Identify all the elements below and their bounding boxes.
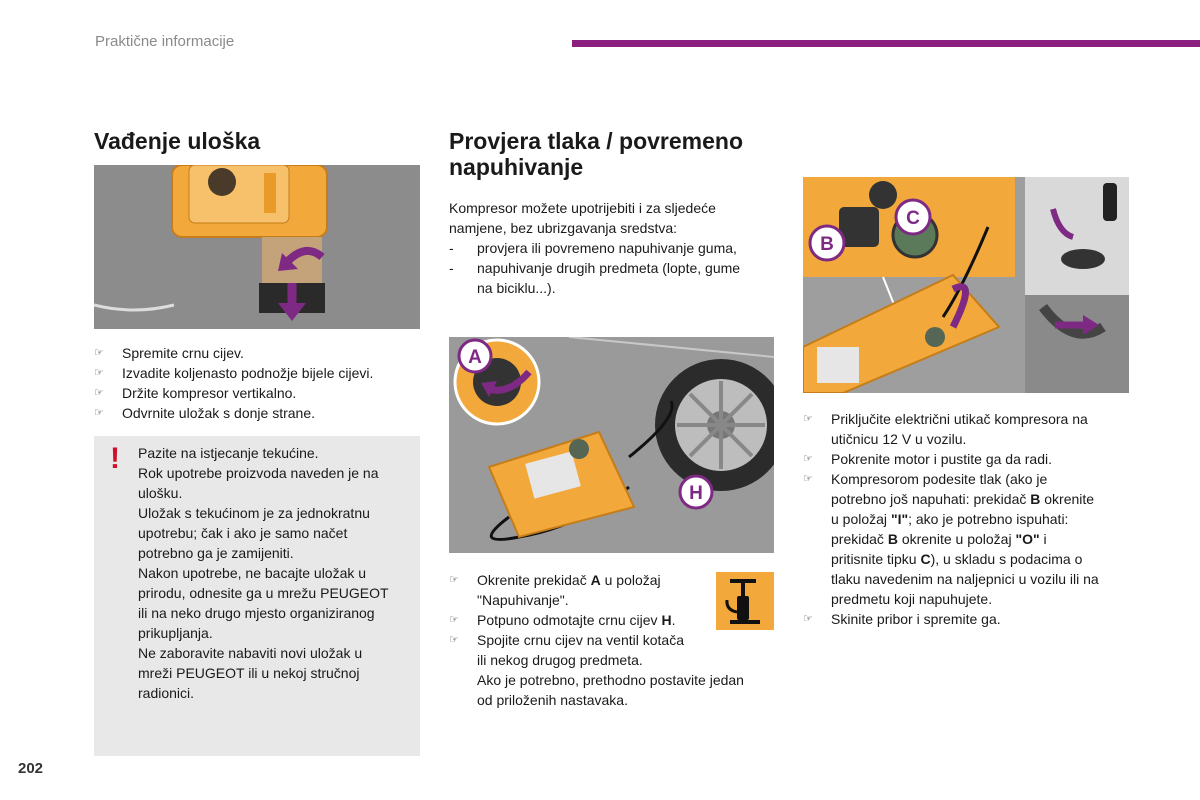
tire-pump-icon [716,572,774,630]
pointing-hand-icon: ☞ [803,473,813,485]
warning-text: Pazite na istjecanje tekućine. Rok upotrebe proizvoda naveden je na ulošku. Uložak s tekućinom je za jednokratnu upotrebu; čak i ako je samo načet potrebno ga je zamijeniti. Nakon upotrebe, ne bacajte uložak u prirodu, odnesite ga u mrežu PEUGEOT ili na neko drugo mjesto organiziranog prikupljanja. Ne zaboravite nabaviti novi uložak u mreži PEUGEOT ili u nekoj stručnoj radionici. [138,445,389,701]
list-item: ☞ Skinite pribor i spremite ga. [803,611,1001,627]
pointing-hand-icon: ☞ [803,453,813,465]
label-h: H [689,483,703,504]
list-item: ☞ Priključite električni utikač kompresora na utičnicu 12 V u vozilu. [803,411,1088,447]
list-item: ☞ Odvrnite uložak s donje strane. [94,405,315,421]
pointing-hand-icon: ☞ [449,634,459,646]
pointing-hand-icon: ☞ [94,387,104,399]
pointing-hand-icon: ☞ [449,574,459,586]
pointing-hand-icon: ☞ [94,367,104,379]
middle-title: Provjera tlaka / povremeno napuhivanje [449,128,744,180]
list-item: ☞ Okrenite prekidač A u položaj "Napuhivanje". [449,572,661,608]
list-item: ☞ Potpuno odmotajte crnu cijev H. [449,612,676,628]
left-steps-list [94,343,424,423]
compressor-wheel-photo [449,337,774,553]
middle-intro: Kompresor možete upotrijebiti i za sljedeće namjene, bez ubrizgavanja sredstva: - provjera ili povremeno napuhivanje guma, - napuhivanje drugih predmeta (lopte, gume na biciklu...). [449,198,779,298]
list-item: ☞ Izvadite koljenasto podnožje bijele cijevi. [94,365,374,381]
list-item: - napuhivanje drugih predmeta (lopte, gume na biciklu...). [449,260,741,296]
pointing-hand-icon: ☞ [94,407,104,419]
list-item: ☞ Kompresorom podesite tlak (ako je potrebno još napuhati: prekidač B okrenite u položaj "I"; ako je potrebno ispuhati: prekidač B okrenite u položaj "O" i pritisnite tipku C), u skladu s podacima o tlaku navedenim na naljepnici u vozilu ili na predmetu koji napuhujete. [803,471,1099,607]
header-accent-bar [572,40,1200,47]
list-item: ☞ Spojite crnu cijev na ventil kotača ili nekog drugog predmeta. Ako je potrebno, prethodno postavite jedan od priloženih nastavaka. [449,632,744,708]
pointing-hand-icon: ☞ [803,613,813,625]
section-header: Praktične informacije [95,33,235,50]
warning-icon: ! [110,442,120,475]
list-item: ☞ Držite kompresor vertikalno. [94,385,297,401]
uses-list [449,238,779,298]
label-b: B [820,234,834,255]
pointing-hand-icon: ☞ [803,413,813,425]
pointing-hand-icon: ☞ [449,614,459,626]
label-a: A [468,347,482,368]
left-title: Vađenje uloška [94,128,261,154]
page-number: 202 [18,760,44,777]
warning-note [94,436,420,756]
right-steps-list [803,409,1143,629]
cartridge-removal-photo [94,165,420,329]
compressor-plug-photo [803,177,1129,393]
list-item: ☞ Pokrenite motor i pustite ga da radi. [803,451,1053,467]
list-item: - provjera ili povremeno napuhivanje guma, [449,240,737,256]
label-c: C [906,208,920,229]
pointing-hand-icon: ☞ [94,347,104,359]
list-item: ☞ Spremite crnu cijev. [94,345,244,361]
